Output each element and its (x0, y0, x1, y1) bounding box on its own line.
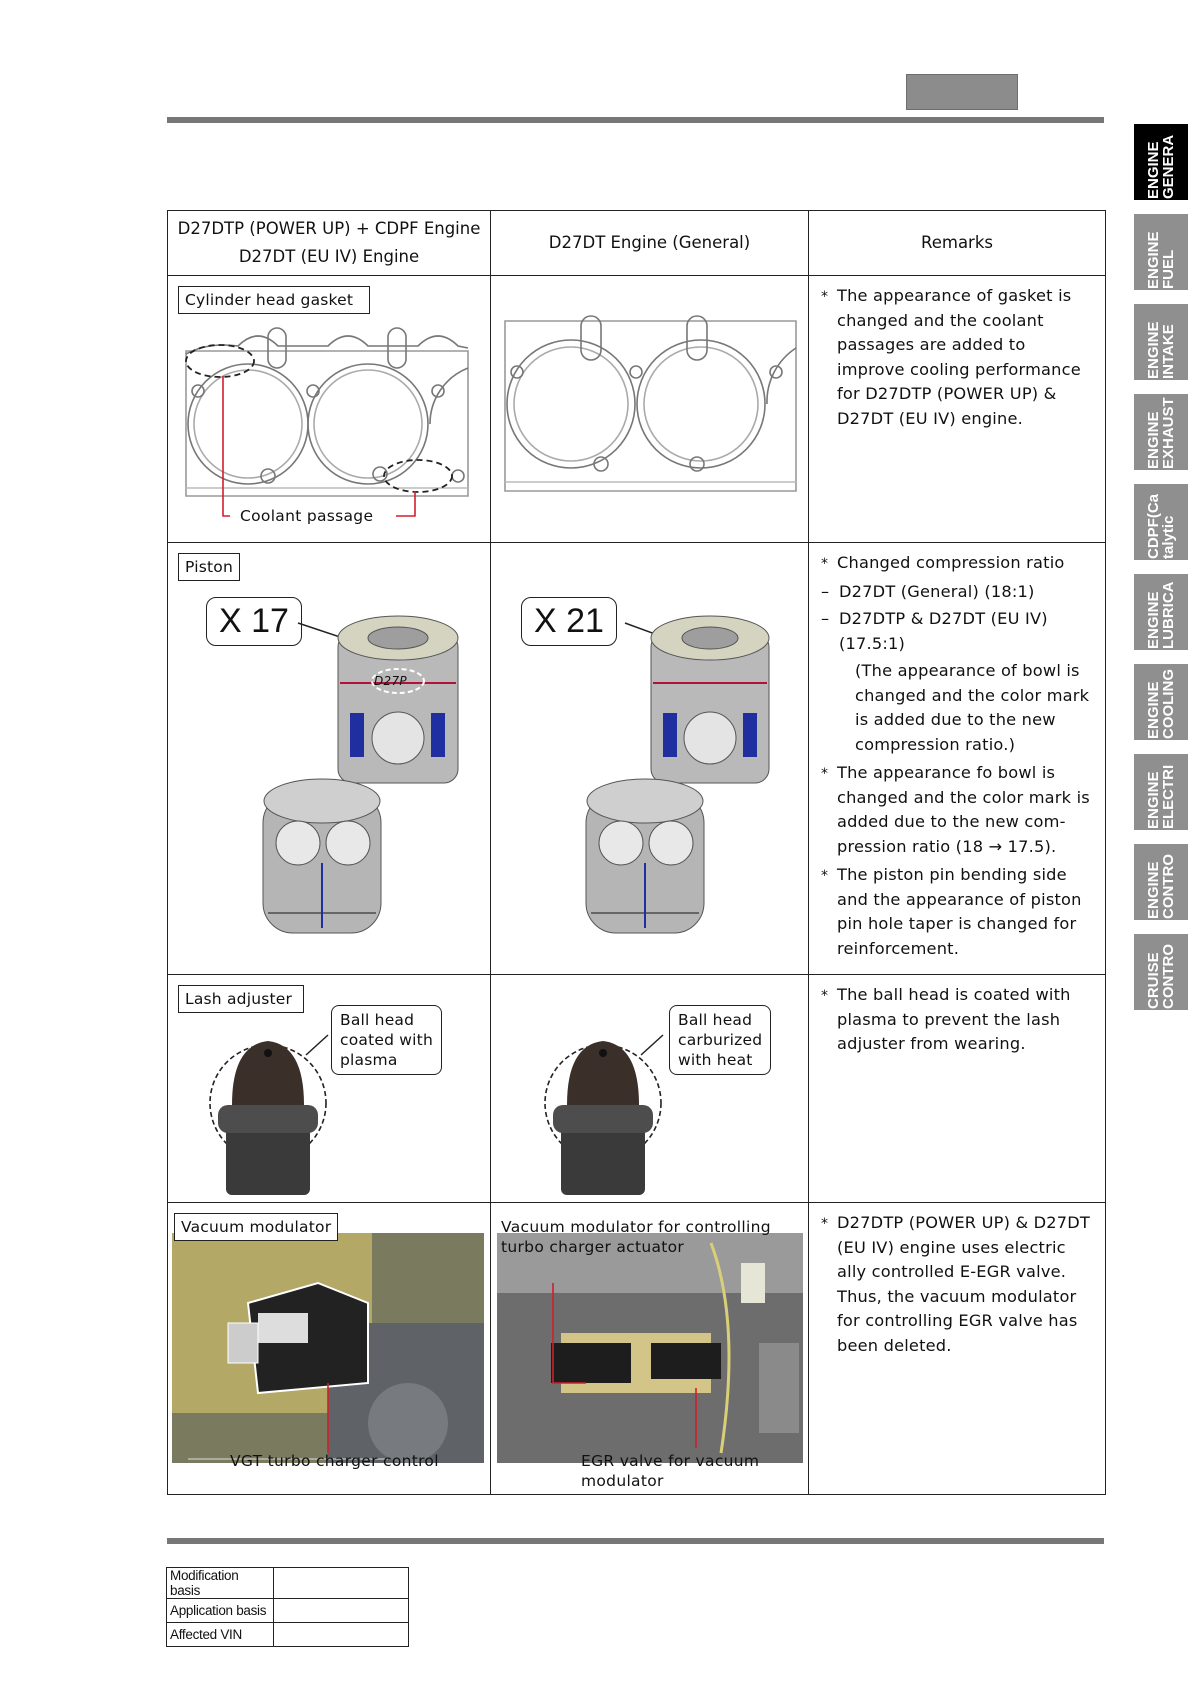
vgt-control-annotation: VGT turbo charger control (230, 1452, 439, 1470)
piston-remarks (809, 543, 1105, 961)
lash-adjuster-label: Lash adjuster (178, 985, 304, 1013)
side-tab-engine-electrical[interactable] (1134, 754, 1188, 830)
application-basis-value (274, 1599, 409, 1623)
page-section-tab (906, 74, 1018, 110)
side-tab-label: ENGINE FUEL (1145, 231, 1177, 289)
remark-subitem-text: D27DT (General) (18:1) (839, 581, 1035, 601)
side-tab-strip (1134, 124, 1190, 1024)
side-tab-engine-control[interactable] (1134, 844, 1188, 920)
table-row-piston (168, 543, 1106, 975)
lash-general-callout: Ball head carburized with heat (669, 1005, 771, 1075)
side-tab-engine-exhaust[interactable] (1134, 394, 1188, 470)
side-tab-label: CDPF(Ca talytic (1145, 493, 1177, 559)
ring-count-callout: X 17 (206, 597, 302, 646)
vacuum-remarks (809, 1203, 1105, 1358)
side-tab-engine-general[interactable] (1134, 124, 1188, 200)
side-tab-label: ENGINE CONTRO (1145, 854, 1177, 919)
remark-subitem: – D27DT (General) (18:1) (821, 581, 1035, 601)
side-tab-label: CRUISE CONTRO (1145, 944, 1177, 1009)
remark-item: * The appearance of gasket is changed and the coolant passages are added to improve cooling performance for D27DTP (POWER UP) & D27DT (EU IV) engine. (821, 284, 1095, 431)
gasket-remarks (809, 276, 1105, 431)
cell-vacuum-general (491, 1203, 809, 1495)
vacuum-modulator-label: Vacuum modulator (174, 1213, 338, 1241)
side-tab-label: ENGINE ELECTRI (1145, 764, 1177, 829)
modification-basis-label: Modification basis (167, 1568, 274, 1599)
cell-gasket-remarks (809, 276, 1106, 543)
gasket-label: Cylinder head gasket (178, 286, 370, 314)
table-row (167, 1599, 409, 1623)
remark-item: * D27DTP (POWER UP) & D27DT (EU IV) engine uses electric ally controlled E-EGR valve. Thus, the vacuum modulator for controlling EGR valve has been deleted. (821, 1211, 1095, 1358)
table-row-vacuum-modulator (168, 1203, 1106, 1495)
cell-vacuum-new (168, 1203, 491, 1495)
affected-vin-value (274, 1623, 409, 1647)
side-tab-engine-intake[interactable] (1134, 304, 1188, 380)
remark-item: * Changed compression ratio (821, 551, 1095, 576)
piston-new-drawing (168, 543, 491, 975)
piston-bottom-view (586, 779, 704, 933)
piston-general-drawing (491, 543, 809, 975)
remark-item: * The piston pin bending side and the appearance of piston pin hole taper is changed for reinforcement. (821, 863, 1095, 961)
cell-piston-general (491, 543, 809, 975)
cell-lash-remarks (809, 975, 1106, 1203)
egr-valve-annotation: EGR valve for vacuum modulator (581, 1452, 760, 1490)
table-row (167, 1568, 409, 1599)
side-tab-label: ENGINE INTAKE (1145, 321, 1177, 379)
modification-basis-value (274, 1568, 409, 1599)
piston-label: Piston (178, 553, 240, 581)
piston-top-view (651, 616, 769, 783)
cell-vacuum-remarks (809, 1203, 1106, 1495)
side-tab-engine-lubrication[interactable] (1134, 574, 1188, 650)
side-tab-cruise-control[interactable] (1134, 934, 1188, 1010)
modification-info-table (166, 1567, 409, 1647)
piston-mark-text: D27P (374, 674, 407, 688)
vacuum-general-title: Vacuum modulator for controlling turbo charger actuator (501, 1218, 771, 1256)
header-line: D27DT (EU IV) Engine (238, 247, 420, 266)
remark-item: * The appearance fo bowl is changed and the color mark is added due to the new com-pression ratio (18 → 17.5). (821, 761, 1095, 859)
header-general-engine: D27DT Engine (General) (491, 211, 809, 276)
cell-gasket-new (168, 276, 491, 543)
remark-note: (The appearance of bowl is changed and the color mark is added due to the new compression ratio.) (855, 661, 1090, 754)
remark-subitem-text: D27DTP & D27DT (EU IV) (17.5:1) (839, 609, 1048, 653)
side-tab-engine-fuel[interactable] (1134, 214, 1188, 290)
cell-gasket-general (491, 276, 809, 543)
gasket-general-drawing (491, 276, 809, 543)
side-tab-engine-cooling[interactable] (1134, 664, 1188, 740)
cell-lash-new (168, 975, 491, 1203)
affected-vin-label: Affected VIN (167, 1623, 274, 1647)
side-tab-cdpf[interactable] (1134, 484, 1188, 560)
cell-lash-general (491, 975, 809, 1203)
table-row-gasket (168, 276, 1106, 543)
application-basis-label: Application basis (167, 1599, 274, 1623)
header-remarks: Remarks (809, 211, 1106, 276)
table-header-row (168, 211, 1106, 276)
header-new-engine (168, 211, 491, 276)
lash-remarks (809, 975, 1105, 1057)
piston-top-view (338, 616, 458, 783)
header-rule (167, 117, 1104, 123)
gasket-new-drawing (168, 276, 491, 543)
remark-item: * The ball head is coated with plasma to prevent the lash adjuster from wearing. (821, 983, 1095, 1057)
ring-count-callout: X 21 (521, 597, 617, 646)
remark-subitem: – D27DTP & D27DT (EU IV) (17.5:1) (821, 609, 1048, 653)
lash-new-callout: Ball head coated with plasma (331, 1005, 442, 1075)
side-tab-label: ENGINE LUBRICA (1145, 581, 1177, 649)
cell-piston-new (168, 543, 491, 975)
piston-bottom-view (263, 779, 381, 933)
side-tab-label: ENGINE COOLING (1145, 669, 1177, 739)
comparison-table (167, 210, 1106, 1495)
side-tab-label: ENGINE EXHAUST (1145, 397, 1177, 469)
cell-piston-remarks (809, 543, 1106, 975)
header-line: D27DTP (POWER UP) + CDPF Engine (177, 219, 481, 238)
footer-rule (167, 1538, 1104, 1544)
side-tab-label: ENGINE GENERA (1145, 134, 1177, 199)
table-row-lash-adjuster (168, 975, 1106, 1203)
lash-adjuster-new-drawing (168, 975, 491, 1203)
coolant-passage-annotation: Coolant passage (240, 507, 374, 525)
table-row (167, 1623, 409, 1647)
